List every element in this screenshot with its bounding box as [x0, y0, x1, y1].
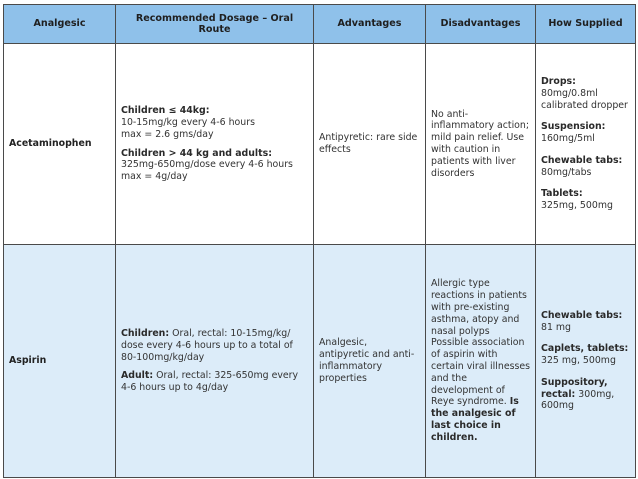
- header-disadvantages: Disadvantages: [426, 5, 536, 44]
- dosage-max: max = 2.6 gms/day: [121, 128, 214, 140]
- supply-label: Chewable tabs:: [541, 309, 623, 321]
- supply-value: 81 mg: [541, 321, 571, 333]
- dosage-group-title: Children:: [121, 328, 170, 339]
- dosage-group-title: Adult:: [121, 370, 154, 382]
- supply-label: Suppository, rectal:: [541, 376, 608, 400]
- dosage-cell: [116, 44, 314, 245]
- disadvantages-cell: No anti-inflammatory action; mild pain relief. Use with caution in patients with liver disorders: [426, 44, 536, 245]
- analgesic-comparison-table: [3, 4, 636, 478]
- disadvantages-text: Allergic type reactions in patients with pre-existing asthma, atopy and nasal polyps Possible association of aspirin with certain viral illnesses and the development of Reye syndrome.: [431, 278, 531, 408]
- supply-value: 160mg/5ml: [541, 133, 595, 145]
- supply-value: 80mg/tabs: [541, 166, 592, 178]
- header-dosage: Recommended Dosage – Oral Route: [116, 5, 314, 44]
- header-how-supplied: How Supplied: [536, 5, 636, 44]
- table-row-acetaminophen: [4, 44, 636, 245]
- dosage-cell: [116, 245, 314, 478]
- analgesic-name: Acetaminophen: [4, 44, 116, 245]
- advantages-cell: Antipyretic: rare side effects: [314, 44, 426, 245]
- table-row-aspirin: [4, 245, 636, 478]
- supply-value: 80mg/0.8ml calibrated dropper: [541, 87, 628, 111]
- dosage-max: max = 4g/day: [121, 171, 188, 183]
- header-analgesic: Analgesic: [4, 5, 116, 44]
- supply-label: Caplets, tablets:: [541, 343, 629, 355]
- dosage-text: 10-15mg/kg every 4-6 hours: [121, 116, 255, 128]
- header-row: [4, 5, 636, 44]
- dosage-text: Oral, rectal: 325-650mg every 4-6 hours up to 4g/day: [121, 370, 299, 394]
- advantages-cell: Analgesic, antipyretic and anti-inflammatory properties: [314, 245, 426, 478]
- how-supplied-cell: [536, 44, 636, 245]
- supply-label: Tablets:: [541, 188, 583, 200]
- dosage-group-title: Children ≤ 44kg:: [121, 105, 210, 117]
- analgesic-name: Aspirin: [4, 245, 116, 478]
- disadvantages-cell: [426, 245, 536, 478]
- supply-label: Chewable tabs:: [541, 154, 623, 166]
- supply-label: Suspension:: [541, 121, 606, 133]
- supply-label: Drops:: [541, 75, 576, 87]
- supply-value: 325mg, 500mg: [541, 200, 613, 212]
- how-supplied-cell: [536, 245, 636, 478]
- supply-value: 325 mg, 500mg: [541, 355, 616, 367]
- dosage-text: Oral, rectal: 10-15mg/kg/ dose every 4-6 hours up to a total of 80-100mg/kg/day: [121, 328, 293, 363]
- disadvantages-emphasis: Is the analgesic of last choice in children.: [431, 396, 519, 443]
- header-advantages: Advantages: [314, 5, 426, 44]
- dosage-text: 325mg-650mg/dose every 4-6 hours: [121, 159, 293, 171]
- supply-value: 300mg, 600mg: [541, 388, 615, 412]
- dosage-group-title: Children > 44 kg and adults:: [121, 147, 272, 159]
